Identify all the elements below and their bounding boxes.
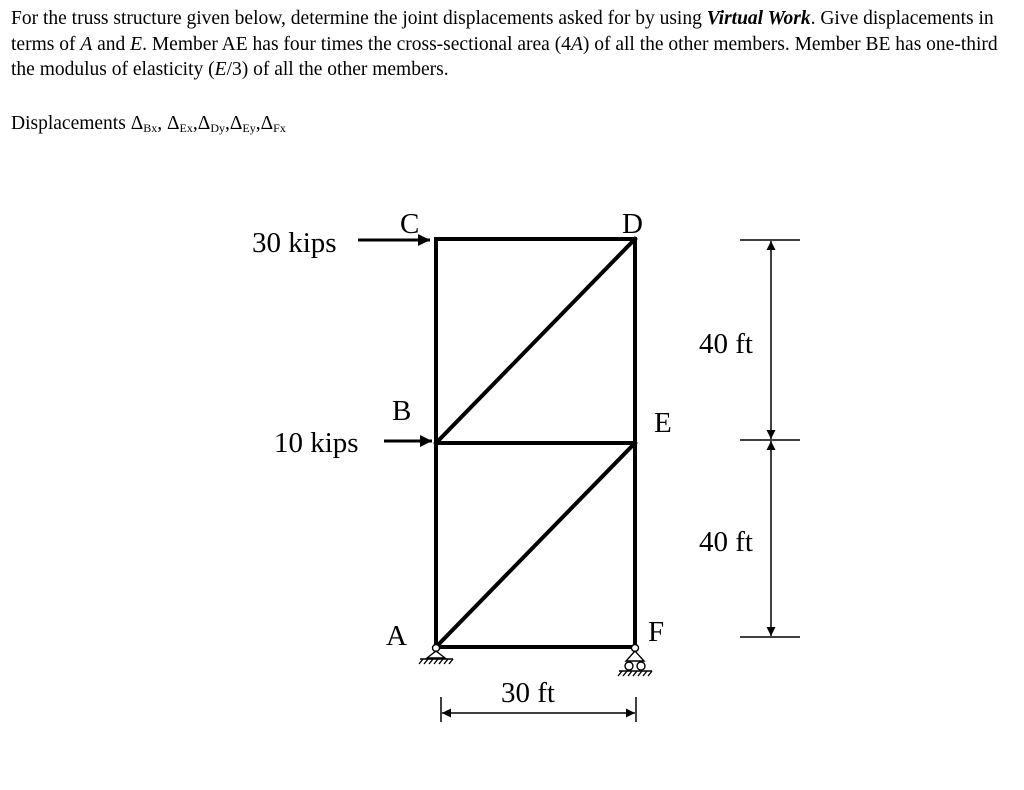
load-label-mid: 10 kips xyxy=(274,427,359,459)
method-name: Virtual Work xyxy=(706,8,811,29)
node-label-c: C xyxy=(400,208,420,240)
problem-text-2: . Give displacements in terms of xyxy=(11,8,994,55)
node-label-a: A xyxy=(386,620,407,652)
vertical-dimensions xyxy=(740,240,800,637)
node-label-f: F xyxy=(648,616,665,648)
roller-support xyxy=(618,645,652,677)
area-symbol-2: A xyxy=(570,33,583,55)
displacement-item: $\Delta_{Bx}$, xyxy=(130,113,167,135)
member-bd xyxy=(436,239,635,443)
node-label-b: B xyxy=(392,395,412,427)
modulus-symbol: E xyxy=(130,33,143,55)
displacement-item: $\Delta_{Fx}$ xyxy=(260,113,286,135)
problem-text-5: /3) of all the other members. xyxy=(226,59,449,80)
modulus-symbol-2: E xyxy=(214,59,227,80)
problem-text-3: . Member AE has four times the cross-sectional area (4 xyxy=(142,33,571,55)
node-label-d: D xyxy=(622,208,643,240)
displacement-item: $\Delta_{Ex}$, xyxy=(167,113,198,135)
problem-text-4: ) of all the other members. Member BE has one-third the modulus of elasticity ( xyxy=(11,33,998,80)
displacements-label: Displacements xyxy=(11,113,131,134)
dimension-width: 30 ft xyxy=(501,677,555,709)
load-label-top: 30 kips xyxy=(252,227,337,259)
displacement-item: $\Delta_{Ey}$, xyxy=(229,113,261,135)
dimension-upper-height: 40 ft xyxy=(699,328,753,360)
area-symbol: A xyxy=(80,33,93,55)
dimension-lower-height: 40 ft xyxy=(699,526,753,558)
displacement-item: $\Delta_{Dy}$, xyxy=(197,113,230,135)
problem-text-1: For the truss structure given below, determine the joint displacements asked for by using xyxy=(11,8,707,29)
node-label-e: E xyxy=(654,407,672,439)
member-ae xyxy=(436,443,635,647)
problem-text-and: and xyxy=(92,33,131,55)
